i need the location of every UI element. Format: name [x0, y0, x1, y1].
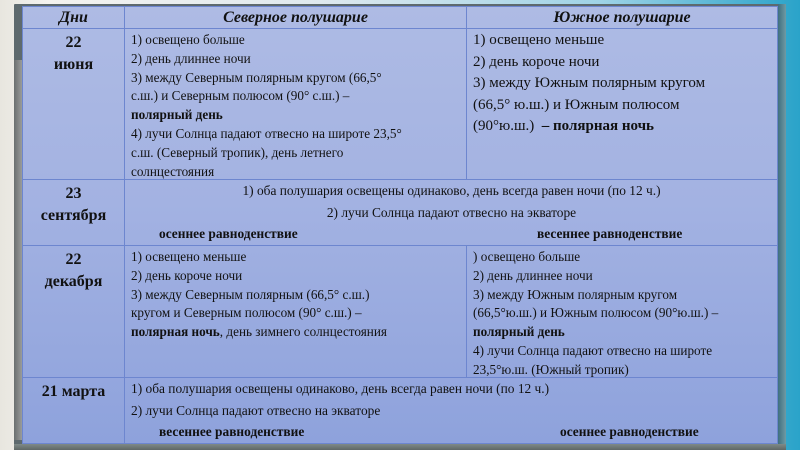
text-line: 2) день короче ночи	[131, 267, 243, 283]
text-line: 2) день короче ночи	[473, 53, 600, 70]
text-line: 2) лучи Солнца падают отвесно на экваторе	[326, 205, 577, 220]
text-line: с.ш.) и Северным полюсом (90° с.ш.) –	[131, 88, 350, 104]
row-june-date	[22, 29, 125, 180]
header-days-label: Дни	[59, 8, 88, 26]
row-march-date	[22, 378, 125, 444]
row-september-content	[125, 180, 778, 246]
text-line	[473, 116, 777, 138]
text-line: (66,5° ю.ш.) и Южным полюсом	[473, 96, 680, 113]
north-event-label: весеннее равноденствие	[159, 424, 305, 439]
row-june-north	[125, 29, 467, 180]
text-line: 4) лучи Солнца падают отвесно на широте 23,5°	[131, 125, 402, 141]
row-june-south	[467, 29, 778, 180]
text-line: кругом и Северным полюсом (90° с.ш.) –	[131, 305, 362, 321]
text-line: с.ш. (Северный тропик), день летнего	[131, 144, 344, 160]
date-month: сентября	[40, 207, 107, 224]
text-line: 1) оба полушария освещены одинаково, день всегда равен ночи (по 12 ч.)	[131, 381, 550, 396]
text-line: 1) освещено меньше	[473, 32, 605, 48]
date-month: декабря	[44, 273, 103, 290]
header-south	[467, 6, 778, 29]
text-line: ) освещено больше	[473, 249, 581, 264]
slide-frame-left-edge	[14, 60, 22, 440]
text-line: (66,5°ю.ш.) и Южным полюсом (90°ю.ш.) –	[473, 305, 719, 321]
south-event-label: осеннее равноденствие	[560, 424, 699, 439]
row-december-north	[125, 246, 467, 378]
text-line: 2) день длиннее ночи	[473, 267, 593, 283]
slide-frame-bottom-edge	[14, 444, 786, 450]
text-line	[131, 323, 466, 342]
text-line: 4) лучи Солнца падают отвесно на широте	[473, 342, 713, 358]
text-line: 2) лучи Солнца падают отвесно на экваторе	[131, 403, 381, 418]
row-december-south	[467, 246, 778, 378]
text-line: 1) оба полушария освещены одинаково, день всегда равен ночи (по 12 ч.)	[242, 183, 661, 198]
north-event-label: осеннее равноденствие	[159, 226, 298, 241]
text-line: 3) между Южным полярным кругом	[473, 286, 678, 302]
date-month: июня	[53, 56, 94, 73]
text-span-bold: полярная ночь	[131, 324, 220, 340]
date-label: 21 марта	[41, 383, 106, 400]
header-days	[22, 6, 125, 29]
text-span: , день зимнего солнцестояния	[219, 324, 387, 340]
header-north-label: Северное полушарие	[223, 8, 368, 26]
date-day: 23	[65, 185, 82, 202]
text-line: 3) между Северным полярным кругом (66,5°	[131, 69, 382, 85]
text-line: 1) освещено меньше	[131, 249, 247, 264]
row-march-content	[125, 378, 778, 444]
slide-frame-right-edge	[778, 4, 786, 450]
text-line-bold: полярный день	[131, 107, 223, 123]
text-span: (90°ю.ш.)	[473, 118, 535, 134]
text-line: 23,5°ю.ш. (Южный тропик)	[473, 361, 629, 377]
text-line: 3) между Северным полярным (66,5° с.ш.)	[131, 286, 370, 302]
header-north	[125, 6, 467, 29]
row-september-date	[22, 180, 125, 246]
text-line: солнцестояния	[131, 163, 215, 179]
row-december-date	[22, 246, 125, 378]
text-span-bold: – полярная ночь	[541, 118, 654, 134]
south-event-label: весеннее равноденствие	[537, 226, 683, 241]
date-day: 22	[65, 251, 82, 268]
date-day: 22	[65, 34, 82, 51]
seasons-table	[22, 6, 778, 444]
text-line-bold: полярный день	[473, 324, 565, 340]
text-line: 1) освещено больше	[131, 32, 245, 47]
text-line: 3) между Южным полярным кругом	[473, 75, 706, 91]
header-south-label: Южное полушарие	[553, 8, 691, 26]
text-line: 2) день длиннее ночи	[131, 50, 251, 66]
